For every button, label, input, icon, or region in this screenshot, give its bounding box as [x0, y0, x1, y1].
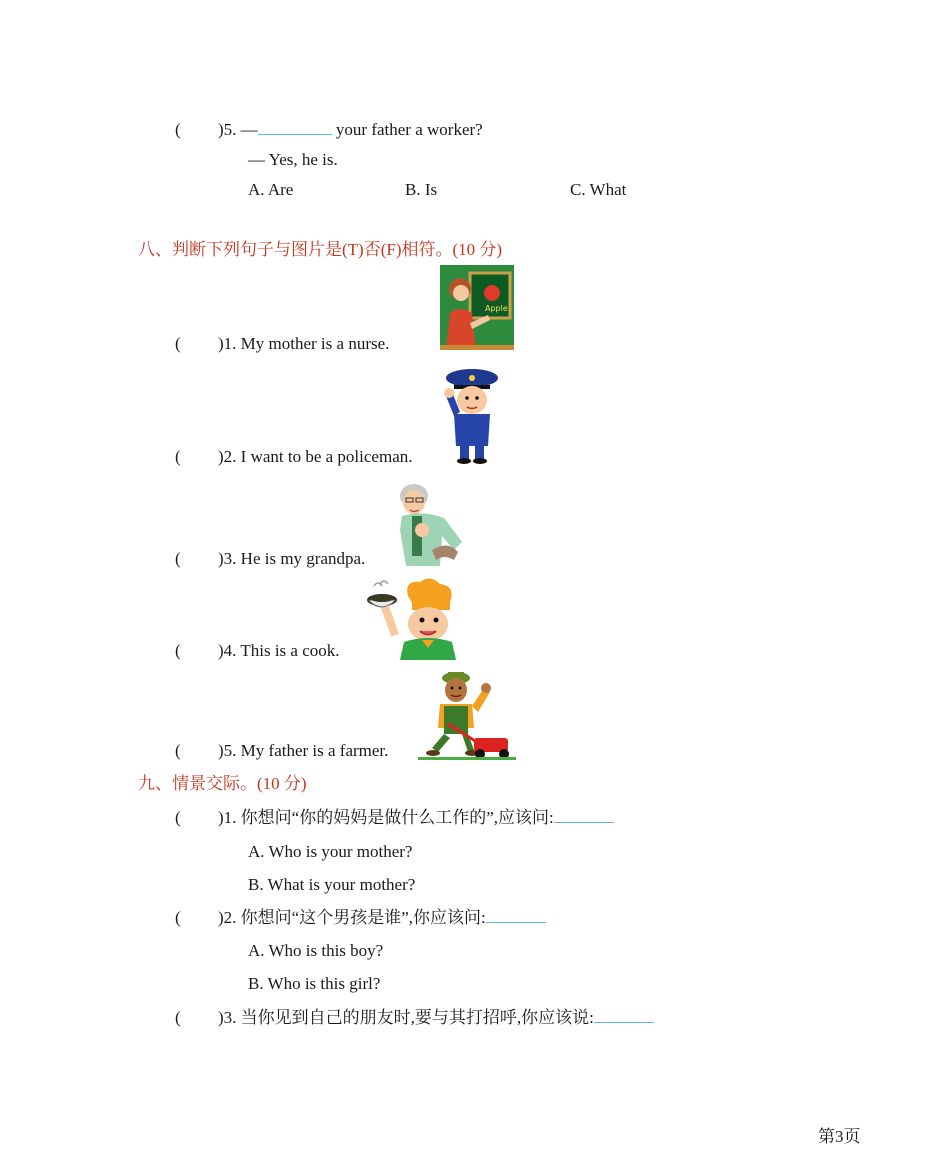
- statement-5: )5. My father is a farmer.: [218, 741, 389, 760]
- answer-blank[interactable]: [258, 120, 332, 135]
- answer-paren-open: (: [175, 120, 181, 139]
- question-text: your father a worker?: [331, 120, 483, 139]
- situation-question-2: [218, 908, 546, 928]
- option-b: B. Is: [405, 180, 438, 199]
- section-8-title: 八、判断下列句子与图片是(T)否(F)相符。(10 分): [138, 240, 503, 259]
- question-text: )3. 当你见到自己的朋友时,要与其打招呼,你应该说:: [218, 1008, 594, 1027]
- question-5-reply: — Yes, he is.: [248, 150, 338, 169]
- option-c: C. What: [570, 180, 627, 199]
- answer-blank[interactable]: [594, 1008, 654, 1023]
- option-b: B. What is your mother?: [248, 875, 416, 894]
- question-number: )5. —: [218, 120, 258, 139]
- answer-paren-open: (: [175, 549, 181, 568]
- option-a: A. Who is your mother?: [248, 842, 413, 861]
- farmer-picture: [418, 668, 516, 760]
- policeman-picture: [440, 366, 502, 464]
- situation-question-3: [218, 1008, 654, 1028]
- grandpa-picture: [392, 480, 464, 566]
- option-a: A. Are: [248, 180, 294, 199]
- answer-paren-open: (: [175, 808, 181, 827]
- teacher-picture: [440, 265, 514, 350]
- svg-text:Apple: Apple: [485, 304, 508, 313]
- page-number: 第3页: [818, 1127, 861, 1146]
- answer-paren-open: (: [175, 1008, 181, 1027]
- section-9-title: 九、情景交际。(10 分): [138, 774, 307, 793]
- answer-paren-open: (: [175, 447, 181, 466]
- statement-1: )1. My mother is a nurse.: [218, 334, 390, 353]
- statement-4: )4. This is a cook.: [218, 641, 340, 660]
- answer-paren-open: (: [175, 908, 181, 927]
- option-b: B. Who is this girl?: [248, 974, 381, 993]
- question-5: [218, 120, 483, 140]
- statement-3: )3. He is my grandpa.: [218, 549, 366, 568]
- cook-picture: [364, 576, 458, 660]
- option-a: A. Who is this boy?: [248, 941, 384, 960]
- answer-paren-open: (: [175, 641, 181, 660]
- answer-blank[interactable]: [554, 808, 614, 823]
- statement-2: )2. I want to be a policeman.: [218, 447, 413, 466]
- answer-paren-open: (: [175, 334, 181, 353]
- question-text: )2. 你想问“这个男孩是谁”,你应该问:: [218, 908, 486, 927]
- answer-blank[interactable]: [486, 908, 546, 923]
- situation-question-1: [218, 808, 614, 828]
- question-text: )1. 你想问“你的妈妈是做什么工作的”,应该问:: [218, 808, 554, 827]
- answer-paren-open: (: [175, 741, 181, 760]
